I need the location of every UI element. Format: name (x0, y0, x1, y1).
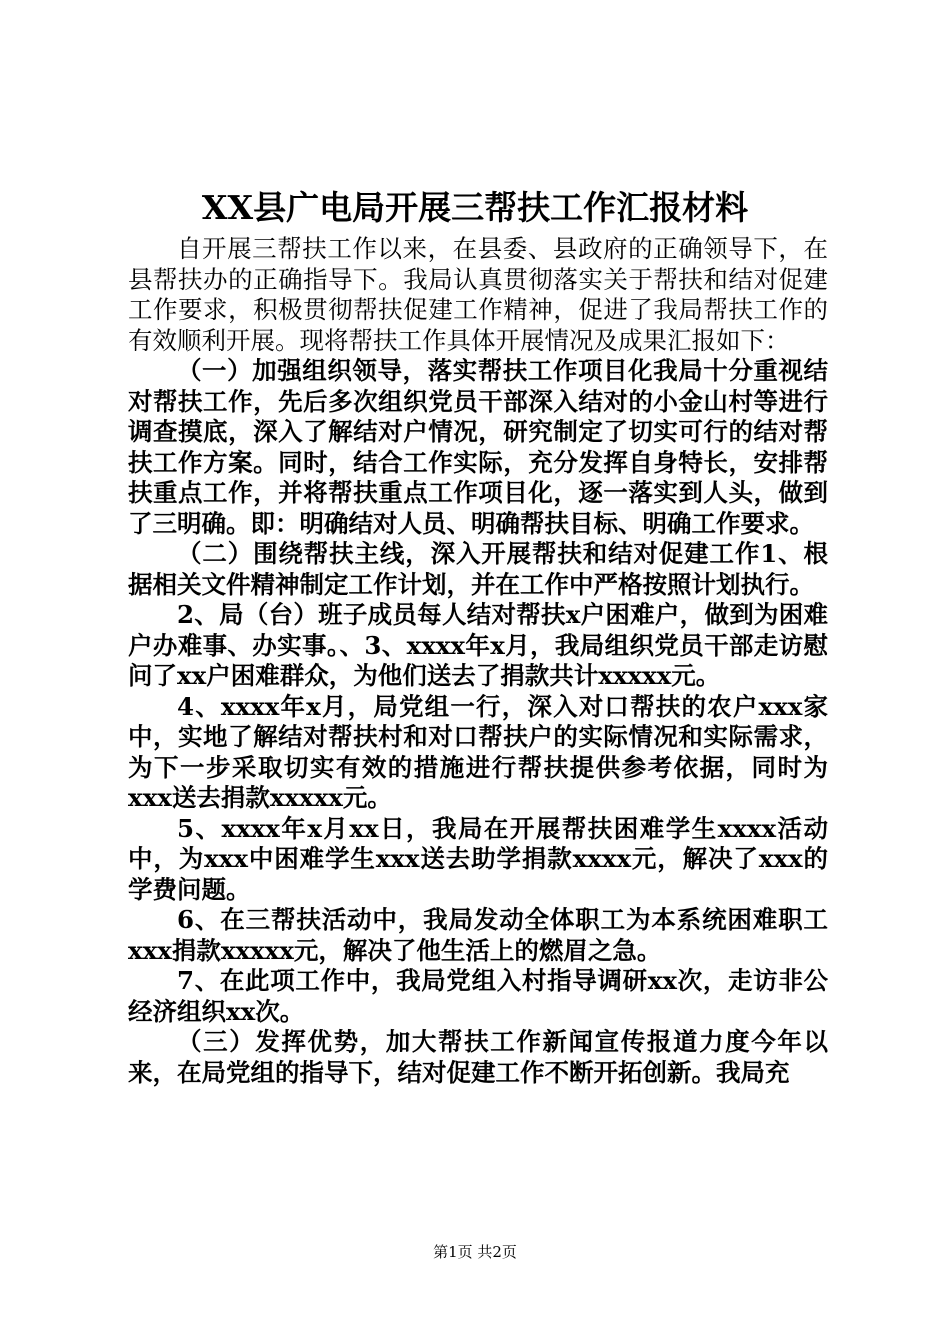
paragraph-item-2: 2、局（台）班子成员每人结对帮扶x户困难户，做到为困难户办难事、办实事。、3、xxxx年x月，我局组织党员干部走访慰问了xx户困难群众，为他们送去了捐款共计xxxxx元。 (128, 600, 828, 690)
paragraph-item-7: 7、在此项工作中，我局党组入村指导调研xx次，走访非公经济组织xx次。 (128, 966, 828, 1026)
paragraph-item-5: 5、xxxx年x月xx日，我局在开展帮扶困难学生xxxx活动中，为xxx中困难学生xxx送去助学捐款xxxx元，解决了xxx的学费问题。 (128, 813, 828, 904)
page-number-footer: 第1页 共2页 (433, 1243, 517, 1261)
paragraph-section-1: （一）加强组织领导，落实帮扶工作项目化我局十分重视结对帮扶工作，先后多次组织党员干部深入结对的小金山村等进行调查摸底，深入了解结对户情况，研究制定了切实可行的结对帮扶工作方案。同时，结合工作实际，充分发挥自身特长，安排帮扶重点工作，并将帮扶重点工作项目化，逐一落实到人头，做到了三明确。即：明确结对人员、明确帮扶目标、明确工作要求。 (128, 356, 828, 538)
paragraph-item-6: 6、在三帮扶活动中，我局发动全体职工为本系统困难职工xxx捐款xxxxx元，解决了他生活上的燃眉之急。 (128, 905, 828, 965)
document-title: XX县广电局开展三帮扶工作汇报材料 (201, 188, 749, 227)
paragraph-section-3: （三）发挥优势，加大帮扶工作新闻宣传报道力度今年以来，在局党组的指导下，结对促建工作不断开拓创新。我局充 (128, 1027, 828, 1087)
paragraph-intro: 自开展三帮扶工作以来，在县委、县政府的正确领导下，在县帮扶办的正确指导下。我局认真贯彻落实关于帮扶和结对促建工作要求，积极贯彻帮扶促建工作精神，促进了我局帮扶工作的有效顺利开展。现将帮扶工作具体开展情况及成果汇报如下： (128, 234, 828, 355)
paragraph-item-4: 4、xxxx年x月，局党组一行，深入对口帮扶的农户xxx家中，实地了解结对帮扶村和对口帮扶户的实际情况和实际需求，为下一步采取切实有效的措施进行帮扶提供参考依据，同时为xxx送去捐款xxxxx元。 (128, 691, 828, 812)
paragraph-section-2: （二）围绕帮扶主线，深入开展帮扶和结对促建工作1、根据相关文件精神制定工作计划，并在工作中严格按照计划执行。 (128, 539, 828, 599)
document-body (128, 234, 828, 1088)
